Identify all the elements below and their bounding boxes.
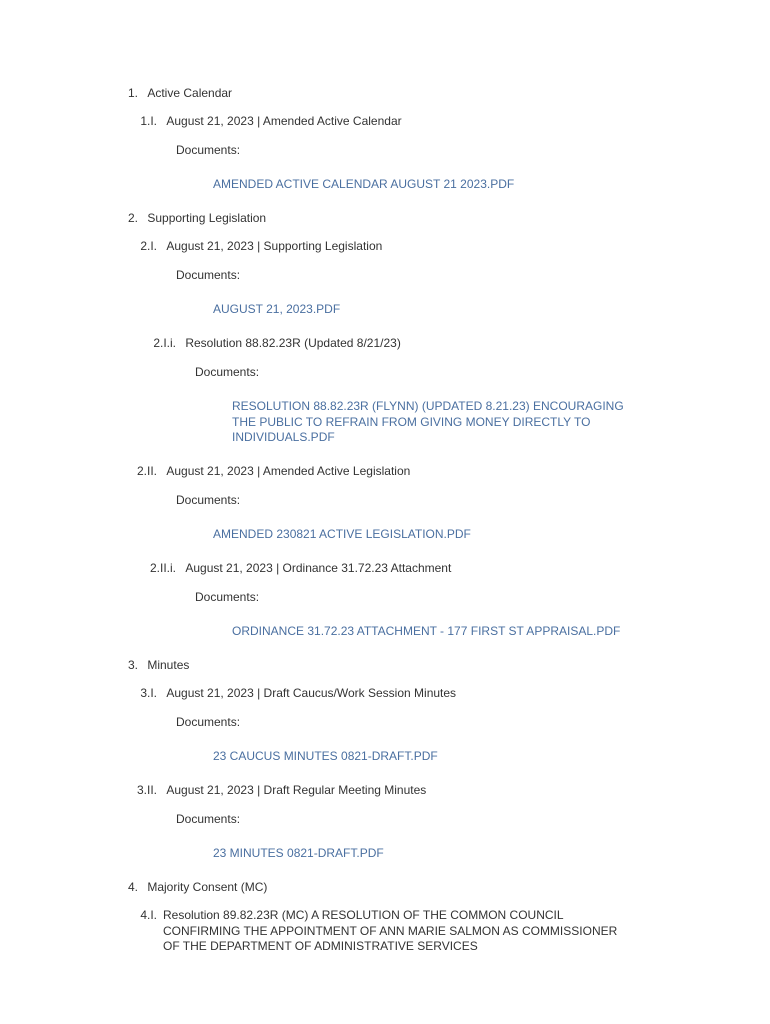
- item-number: 3.I.: [140, 686, 157, 700]
- section-number: 1.: [127, 86, 138, 100]
- item-title: August 21, 2023 | Draft Regular Meeting Minutes: [166, 783, 427, 797]
- item-title: August 21, 2023 | Supporting Legislation: [166, 239, 383, 253]
- documents-label: Documents:: [176, 493, 241, 507]
- item-number: 4.I.: [140, 908, 157, 922]
- documents-label: Documents:: [176, 143, 241, 157]
- document-link[interactable]: 23 CAUCUS MINUTES 0821-DRAFT.PDF: [213, 749, 438, 763]
- documents-label: Documents:: [195, 365, 260, 379]
- subitem-title: August 21, 2023 | Ordinance 31.72.23 Attachment: [185, 561, 452, 575]
- item-number: 2.II.: [136, 464, 157, 478]
- subitem-heading: [140, 336, 401, 351]
- document-link[interactable]: AUGUST 21, 2023.PDF: [213, 302, 341, 316]
- document-link[interactable]: ORDINANCE 31.72.23 ATTACHMENT - 177 FIRST ST APPRAISAL.PDF: [232, 624, 621, 638]
- section-title: Active Calendar: [147, 86, 233, 100]
- item-heading: [130, 239, 382, 254]
- item-title: Resolution 89.82.23R (MC) A RESOLUTION OF THE COMMON COUNCIL CONFIRMING THE APPOINTMENT OF ANN MARIE SALMON AS COMMISSIONER OF THE DEPARTMENT OF ADMINISTRATIVE SERVICES: [163, 908, 618, 953]
- document-link[interactable]: RESOLUTION 88.82.23R (FLYNN) (UPDATED 8.21.23) ENCOURAGING THE PUBLIC TO REFRAIN FROM GIVING MONEY DIRECTLY TO INDIVIDUALS.PDF: [232, 399, 624, 444]
- item-number: 1.I.: [140, 114, 157, 128]
- section-heading: [118, 86, 232, 101]
- section-heading: [118, 880, 267, 895]
- item-heading: [130, 114, 402, 129]
- document-link[interactable]: AMENDED 230821 ACTIVE LEGISLATION.PDF: [213, 527, 471, 541]
- item-heading: [128, 783, 426, 798]
- item-heading: [128, 464, 410, 479]
- item-heading: [130, 908, 633, 955]
- section-number: 3.: [127, 658, 138, 672]
- documents-label: Documents:: [176, 715, 241, 729]
- section-title: Supporting Legislation: [147, 211, 267, 225]
- section-number: 2.: [127, 211, 138, 225]
- document-link[interactable]: AMENDED ACTIVE CALENDAR AUGUST 21 2023.PDF: [213, 177, 515, 191]
- subitem-number: 2.I.i.: [153, 336, 176, 350]
- item-title: August 21, 2023 | Amended Active Calendar: [166, 114, 402, 128]
- document-link[interactable]: 23 MINUTES 0821-DRAFT.PDF: [213, 846, 384, 860]
- item-title: August 21, 2023 | Draft Caucus/Work Session Minutes: [166, 686, 457, 700]
- subitem-number: 2.II.i.: [149, 561, 176, 575]
- item-title: August 21, 2023 | Amended Active Legislation: [166, 464, 411, 478]
- section-heading: [118, 211, 266, 226]
- section-title: Minutes: [147, 658, 190, 672]
- item-number: 3.II.: [136, 783, 157, 797]
- item-heading: [130, 686, 456, 701]
- section-title: Majority Consent (MC): [147, 880, 268, 894]
- subitem-title: Resolution 88.82.23R (Updated 8/21/23): [185, 336, 401, 350]
- item-number: 2.I.: [140, 239, 157, 253]
- documents-label: Documents:: [176, 268, 241, 282]
- documents-label: Documents:: [176, 812, 241, 826]
- documents-label: Documents:: [195, 590, 260, 604]
- subitem-heading: [138, 561, 451, 576]
- section-number: 4.: [127, 880, 138, 894]
- section-heading: [118, 658, 189, 673]
